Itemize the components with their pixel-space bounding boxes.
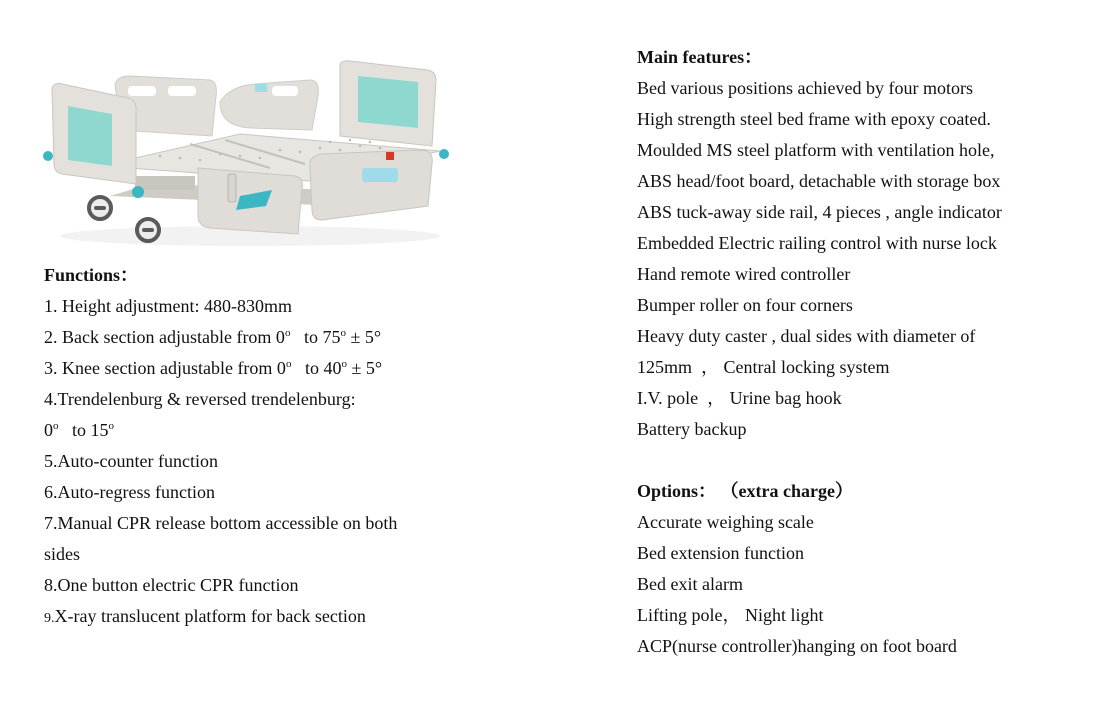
feature-item: Bumper roller on four corners	[637, 295, 853, 315]
option-item: Bed extension function	[637, 543, 804, 563]
function-item: sides	[44, 544, 80, 564]
main-features-title: Main features：	[637, 47, 763, 67]
feature-item: Moulded MS steel platform with ventilation hole,	[637, 140, 995, 160]
feature-item: Hand remote wired controller	[637, 264, 851, 284]
hospital-bed-image	[40, 56, 455, 252]
function-item: 7.Manual CPR release bottom accessible on both	[44, 513, 398, 533]
option-item: ACP(nurse controller)hanging on foot board	[637, 636, 957, 656]
option-item: Lifting pole， Night light	[637, 605, 824, 625]
feature-item: 125mm ， Central locking system	[637, 357, 890, 377]
function-item: 3. Knee section adjustable from 0$^o$ to $40^o \pm 5^\circ$	[44, 358, 383, 378]
features-section	[637, 42, 1077, 662]
section-spacer	[637, 445, 1077, 476]
hospital-bed-illustration	[40, 56, 455, 252]
function-item: 6.Auto-regress function	[44, 482, 215, 502]
option-item: Accurate weighing scale	[637, 512, 814, 532]
function-item: 9.X-ray translucent platform for back section	[44, 606, 366, 626]
feature-item: Battery backup	[637, 419, 747, 439]
function-item: 4.Trendelenburg & reversed trendelenburg:	[44, 389, 356, 409]
feature-item: ABS head/foot board, detachable with storage box	[637, 171, 1001, 191]
feature-item: Bed various positions achieved by four motors	[637, 78, 973, 98]
functions-section	[44, 260, 464, 634]
function-item: 0$^o$ to 15$^o$	[44, 420, 115, 440]
option-item: Bed exit alarm	[637, 574, 743, 594]
feature-item: Embedded Electric railing control with nurse lock	[637, 233, 997, 253]
function-item: 5.Auto-counter function	[44, 451, 218, 471]
function-item: 1. Height adjustment: 480-830mm	[44, 296, 292, 316]
feature-item: ABS tuck-away side rail, 4 pieces , angle indicator	[637, 202, 1002, 222]
feature-item: High strength steel bed frame with epoxy coated.	[637, 109, 991, 129]
options-title: Options： （extra charge）	[637, 481, 853, 501]
function-item: 8.One button electric CPR function	[44, 575, 299, 595]
function-item: 2. Back section adjustable from 0$^o$ to $75^o \pm 5^\circ$	[44, 327, 382, 347]
feature-item: Heavy duty caster , dual sides with diameter of	[637, 326, 976, 346]
functions-title: Functions：	[44, 265, 139, 285]
feature-item: I.V. pole ， Urine bag hook	[637, 388, 842, 408]
